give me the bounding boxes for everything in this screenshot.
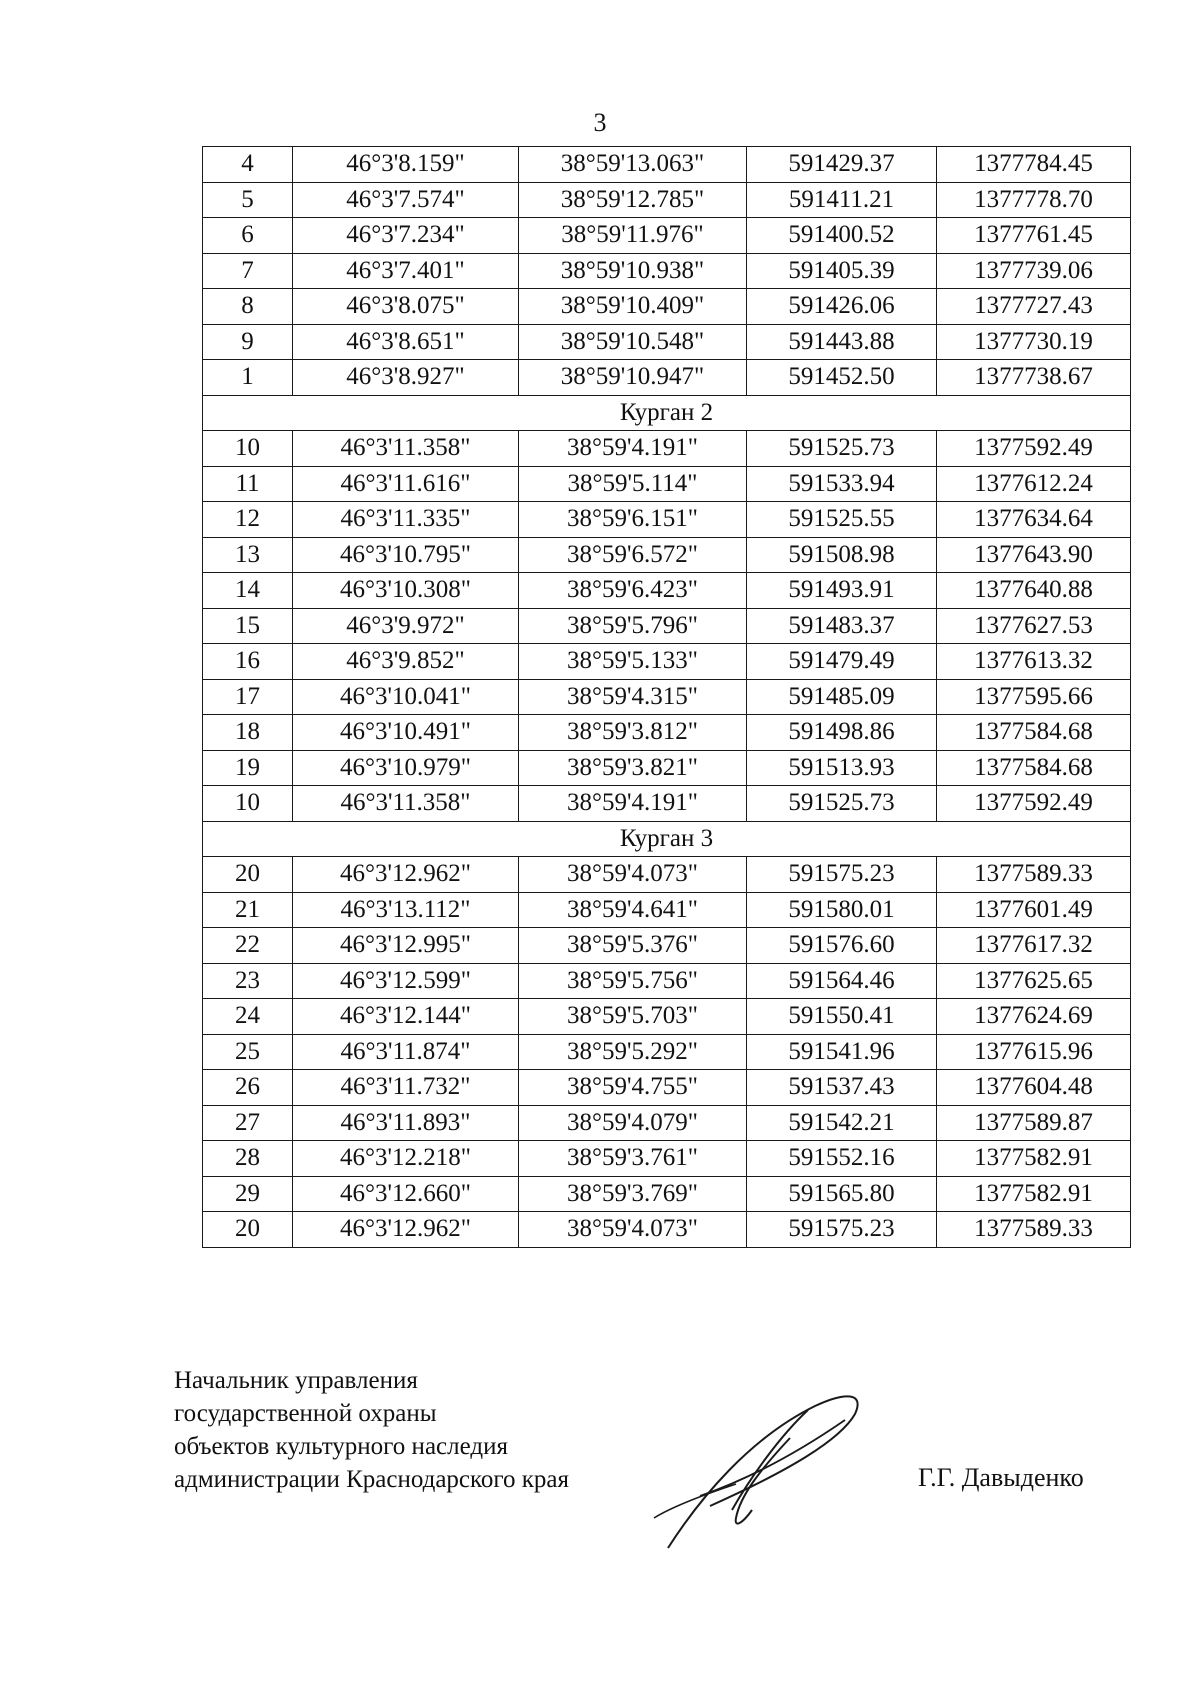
y-coordinate-cell: 1377589.87: [937, 1105, 1131, 1141]
point-number-cell: 15: [203, 608, 293, 644]
latitude-cell: 46°3'10.308": [293, 573, 519, 609]
point-number-cell: 8: [203, 289, 293, 325]
latitude-cell: 46°3'9.852": [293, 644, 519, 680]
handwritten-signature: [640, 1378, 890, 1558]
point-number-cell: 19: [203, 750, 293, 786]
longitude-cell: 38°59'5.292": [519, 1034, 747, 1070]
table-row: [203, 1176, 1131, 1212]
latitude-cell: 46°3'13.112": [293, 892, 519, 928]
point-number-cell: 29: [203, 1176, 293, 1212]
table-row: [203, 857, 1131, 893]
point-number-cell: 9: [203, 324, 293, 360]
latitude-cell: 46°3'12.144": [293, 999, 519, 1035]
table-row: [203, 360, 1131, 396]
x-coordinate-cell: 591452.50: [747, 360, 937, 396]
table-row: [203, 502, 1131, 538]
point-number-cell: 10: [203, 431, 293, 467]
point-number-cell: 7: [203, 253, 293, 289]
latitude-cell: 46°3'12.995": [293, 928, 519, 964]
longitude-cell: 38°59'5.703": [519, 999, 747, 1035]
longitude-cell: 38°59'11.976": [519, 218, 747, 254]
y-coordinate-cell: 1377592.49: [937, 786, 1131, 822]
x-coordinate-cell: 591542.21: [747, 1105, 937, 1141]
coordinates-table: [202, 146, 1131, 1248]
latitude-cell: 46°3'10.979": [293, 750, 519, 786]
signature-title-line-3: объектов культурного наследия: [174, 1433, 508, 1460]
table-row: [203, 892, 1131, 928]
longitude-cell: 38°59'3.769": [519, 1176, 747, 1212]
longitude-cell: 38°59'4.191": [519, 431, 747, 467]
x-coordinate-cell: 591525.73: [747, 431, 937, 467]
table-row: [203, 715, 1131, 751]
point-number-cell: 12: [203, 502, 293, 538]
section-header-row: [203, 395, 1131, 431]
point-number-cell: 20: [203, 857, 293, 893]
y-coordinate-cell: 1377730.19: [937, 324, 1131, 360]
table-row: [203, 679, 1131, 715]
longitude-cell: 38°59'5.796": [519, 608, 747, 644]
x-coordinate-cell: 591513.93: [747, 750, 937, 786]
y-coordinate-cell: 1377625.65: [937, 963, 1131, 999]
latitude-cell: 46°3'9.972": [293, 608, 519, 644]
x-coordinate-cell: 591552.16: [747, 1141, 937, 1177]
x-coordinate-cell: 591525.55: [747, 502, 937, 538]
x-coordinate-cell: 591411.21: [747, 182, 937, 218]
table-row: [203, 466, 1131, 502]
table-row: [203, 218, 1131, 254]
latitude-cell: 46°3'11.358": [293, 431, 519, 467]
longitude-cell: 38°59'4.315": [519, 679, 747, 715]
y-coordinate-cell: 1377643.90: [937, 537, 1131, 573]
point-number-cell: 25: [203, 1034, 293, 1070]
y-coordinate-cell: 1377615.96: [937, 1034, 1131, 1070]
longitude-cell: 38°59'10.409": [519, 289, 747, 325]
latitude-cell: 46°3'12.660": [293, 1176, 519, 1212]
y-coordinate-cell: 1377739.06: [937, 253, 1131, 289]
section-title: Курган 3: [203, 821, 1131, 857]
x-coordinate-cell: 591508.98: [747, 537, 937, 573]
y-coordinate-cell: 1377624.69: [937, 999, 1131, 1035]
coordinates-table-body: [203, 147, 1131, 1248]
x-coordinate-cell: 591493.91: [747, 573, 937, 609]
y-coordinate-cell: 1377640.88: [937, 573, 1131, 609]
longitude-cell: 38°59'6.423": [519, 573, 747, 609]
point-number-cell: 5: [203, 182, 293, 218]
longitude-cell: 38°59'4.641": [519, 892, 747, 928]
table-row: [203, 608, 1131, 644]
table-row: [203, 573, 1131, 609]
latitude-cell: 46°3'7.234": [293, 218, 519, 254]
table-row: [203, 324, 1131, 360]
latitude-cell: 46°3'8.159": [293, 147, 519, 183]
point-number-cell: 18: [203, 715, 293, 751]
y-coordinate-cell: 1377727.43: [937, 289, 1131, 325]
latitude-cell: 46°3'11.732": [293, 1070, 519, 1106]
point-number-cell: 24: [203, 999, 293, 1035]
latitude-cell: 46°3'12.962": [293, 857, 519, 893]
x-coordinate-cell: 591550.41: [747, 999, 937, 1035]
table-row: [203, 928, 1131, 964]
x-coordinate-cell: 591429.37: [747, 147, 937, 183]
signature-title-line-4: администрации Краснодарского края: [174, 1466, 570, 1493]
point-number-cell: 11: [203, 466, 293, 502]
point-number-cell: 1: [203, 360, 293, 396]
x-coordinate-cell: 591537.43: [747, 1070, 937, 1106]
table-row: [203, 1105, 1131, 1141]
table-row: [203, 999, 1131, 1035]
longitude-cell: 38°59'10.548": [519, 324, 747, 360]
point-number-cell: 20: [203, 1212, 293, 1248]
y-coordinate-cell: 1377634.64: [937, 502, 1131, 538]
x-coordinate-cell: 591479.49: [747, 644, 937, 680]
longitude-cell: 38°59'5.376": [519, 928, 747, 964]
y-coordinate-cell: 1377617.32: [937, 928, 1131, 964]
x-coordinate-cell: 591485.09: [747, 679, 937, 715]
y-coordinate-cell: 1377604.48: [937, 1070, 1131, 1106]
table-row: [203, 182, 1131, 218]
point-number-cell: 4: [203, 147, 293, 183]
y-coordinate-cell: 1377613.32: [937, 644, 1131, 680]
table-row: [203, 1212, 1131, 1248]
point-number-cell: 21: [203, 892, 293, 928]
table-row: [203, 1141, 1131, 1177]
signer-name: Г.Г. Давыденко: [918, 1463, 1084, 1492]
x-coordinate-cell: 591443.88: [747, 324, 937, 360]
point-number-cell: 13: [203, 537, 293, 573]
x-coordinate-cell: 591564.46: [747, 963, 937, 999]
y-coordinate-cell: 1377584.68: [937, 715, 1131, 751]
latitude-cell: 46°3'11.616": [293, 466, 519, 502]
table-row: [203, 750, 1131, 786]
table-row: [203, 537, 1131, 573]
x-coordinate-cell: 591565.80: [747, 1176, 937, 1212]
longitude-cell: 38°59'6.572": [519, 537, 747, 573]
table-row: [203, 1034, 1131, 1070]
table-row: [203, 253, 1131, 289]
latitude-cell: 46°3'7.574": [293, 182, 519, 218]
signature-block: [174, 1364, 569, 1496]
section-title: Курган 2: [203, 395, 1131, 431]
longitude-cell: 38°59'13.063": [519, 147, 747, 183]
latitude-cell: 46°3'10.491": [293, 715, 519, 751]
longitude-cell: 38°59'3.761": [519, 1141, 747, 1177]
y-coordinate-cell: 1377589.33: [937, 1212, 1131, 1248]
longitude-cell: 38°59'3.812": [519, 715, 747, 751]
x-coordinate-cell: 591525.73: [747, 786, 937, 822]
signature-title-line-1: Начальник управления: [174, 1367, 418, 1394]
table-row: [203, 963, 1131, 999]
x-coordinate-cell: 591405.39: [747, 253, 937, 289]
point-number-cell: 27: [203, 1105, 293, 1141]
x-coordinate-cell: 591400.52: [747, 218, 937, 254]
point-number-cell: 28: [203, 1141, 293, 1177]
table-row: [203, 289, 1131, 325]
longitude-cell: 38°59'5.756": [519, 963, 747, 999]
y-coordinate-cell: 1377778.70: [937, 182, 1131, 218]
y-coordinate-cell: 1377612.24: [937, 466, 1131, 502]
longitude-cell: 38°59'5.114": [519, 466, 747, 502]
y-coordinate-cell: 1377589.33: [937, 857, 1131, 893]
latitude-cell: 46°3'11.893": [293, 1105, 519, 1141]
longitude-cell: 38°59'10.947": [519, 360, 747, 396]
x-coordinate-cell: 591483.37: [747, 608, 937, 644]
y-coordinate-cell: 1377761.45: [937, 218, 1131, 254]
page-number: 3: [593, 108, 607, 137]
x-coordinate-cell: 591576.60: [747, 928, 937, 964]
latitude-cell: 46°3'11.335": [293, 502, 519, 538]
table-row: [203, 786, 1131, 822]
longitude-cell: 38°59'4.755": [519, 1070, 747, 1106]
latitude-cell: 46°3'11.874": [293, 1034, 519, 1070]
y-coordinate-cell: 1377738.67: [937, 360, 1131, 396]
y-coordinate-cell: 1377582.91: [937, 1176, 1131, 1212]
latitude-cell: 46°3'12.218": [293, 1141, 519, 1177]
point-number-cell: 22: [203, 928, 293, 964]
point-number-cell: 10: [203, 786, 293, 822]
x-coordinate-cell: 591541.96: [747, 1034, 937, 1070]
latitude-cell: 46°3'10.795": [293, 537, 519, 573]
y-coordinate-cell: 1377584.68: [937, 750, 1131, 786]
y-coordinate-cell: 1377582.91: [937, 1141, 1131, 1177]
longitude-cell: 38°59'4.191": [519, 786, 747, 822]
y-coordinate-cell: 1377592.49: [937, 431, 1131, 467]
point-number-cell: 17: [203, 679, 293, 715]
signature-title-line-2: государственной охраны: [174, 1400, 437, 1427]
latitude-cell: 46°3'10.041": [293, 679, 519, 715]
latitude-cell: 46°3'12.599": [293, 963, 519, 999]
y-coordinate-cell: 1377595.66: [937, 679, 1131, 715]
latitude-cell: 46°3'12.962": [293, 1212, 519, 1248]
x-coordinate-cell: 591575.23: [747, 857, 937, 893]
table-row: [203, 1070, 1131, 1106]
y-coordinate-cell: 1377784.45: [937, 147, 1131, 183]
y-coordinate-cell: 1377627.53: [937, 608, 1131, 644]
x-coordinate-cell: 591580.01: [747, 892, 937, 928]
y-coordinate-cell: 1377601.49: [937, 892, 1131, 928]
x-coordinate-cell: 591533.94: [747, 466, 937, 502]
latitude-cell: 46°3'8.651": [293, 324, 519, 360]
table-row: [203, 644, 1131, 680]
latitude-cell: 46°3'8.927": [293, 360, 519, 396]
longitude-cell: 38°59'5.133": [519, 644, 747, 680]
point-number-cell: 23: [203, 963, 293, 999]
longitude-cell: 38°59'10.938": [519, 253, 747, 289]
latitude-cell: 46°3'8.075": [293, 289, 519, 325]
section-header-row: [203, 821, 1131, 857]
longitude-cell: 38°59'6.151": [519, 502, 747, 538]
point-number-cell: 16: [203, 644, 293, 680]
table-row: [203, 431, 1131, 467]
x-coordinate-cell: 591498.86: [747, 715, 937, 751]
point-number-cell: 14: [203, 573, 293, 609]
point-number-cell: 26: [203, 1070, 293, 1106]
point-number-cell: 6: [203, 218, 293, 254]
x-coordinate-cell: 591426.06: [747, 289, 937, 325]
x-coordinate-cell: 591575.23: [747, 1212, 937, 1248]
longitude-cell: 38°59'4.073": [519, 857, 747, 893]
longitude-cell: 38°59'4.079": [519, 1105, 747, 1141]
longitude-cell: 38°59'4.073": [519, 1212, 747, 1248]
latitude-cell: 46°3'11.358": [293, 786, 519, 822]
table-row: [203, 147, 1131, 183]
latitude-cell: 46°3'7.401": [293, 253, 519, 289]
longitude-cell: 38°59'3.821": [519, 750, 747, 786]
longitude-cell: 38°59'12.785": [519, 182, 747, 218]
